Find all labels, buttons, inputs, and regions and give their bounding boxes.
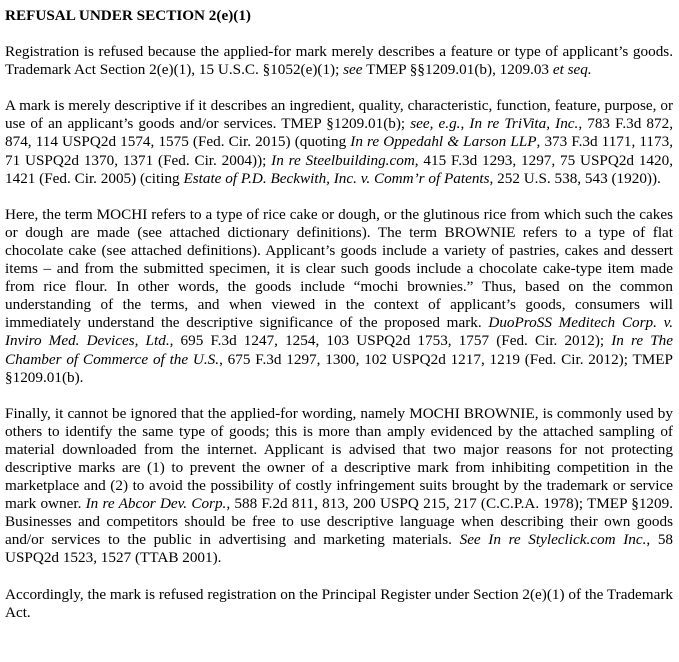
document-page [5, 7, 673, 622]
citation-text: DuoProSS Meditech Corp. v. Inviro Med. Devices, Ltd. [5, 314, 673, 350]
body-text: , 695 F.3d 1247, 1254, 103 USPQ2d 1753, 1757 (Fed. Cir. 2012); [169, 332, 612, 350]
body-text: , [460, 115, 470, 133]
paragraph-common-use [5, 405, 673, 568]
body-text: , 675 F.3d 1297, 1300, 102 USPQ2d 1217, 1219 (Fed. Cir. 2012); TMEP §1209.01(b). [5, 350, 673, 386]
body-text: Accordingly, the mark is refused registration on the Principal Register under Section 2(e)(1) of the Trademark Act. [5, 585, 673, 621]
citation-text: See In re Styleclick.com Inc. [459, 531, 647, 549]
body-text: Registration is refused because the applied-for mark merely describes a feature or type of applicant’s goods. Trademark Act Section 2(e)(1), 15 U.S.C. §1052(e)(1); [5, 43, 673, 79]
body-text: TMEP §§1209.01(b), 1209.03 [362, 61, 553, 79]
citation-text: Estate of P.D. Beckwith, Inc. v. Comm’r of Patents [183, 169, 490, 187]
section-heading: REFUSAL UNDER SECTION 2(e)(1) [5, 7, 251, 24]
paragraph-conclusion [5, 586, 673, 622]
paragraph-analysis [5, 206, 673, 387]
paragraph-refusal-basis [5, 43, 673, 79]
citation-text: see, e.g. [410, 115, 461, 133]
citation-text: see [343, 61, 363, 79]
body-text: , 588 F.2d 811, 813, 200 USPQ 215, 217 (C.C.P.A. 1978); TMEP §1209. Businesses and competitors should be free to use descriptive language when describing their own goods and/or services to the public in advertising and marketing materials. [5, 495, 673, 549]
body-text: , 783 F.3d 872, 874, 114 USPQ2d 1574, 1575 (Fed. Cir. 2015) (quoting [5, 115, 674, 151]
body-text: Finally, it cannot be ignored that the applied-for wording, namely MOCHI BROWNIE, is commonly used by others to identify the same type of goods; this is more than amply evidenced by the attached sampling of material downloaded from the internet. Applicant is advised that two major reasons for not protecting descriptive marks are (1) to prevent the owner of a descriptive mark from inhibiting competition in the marketplace and (2) to avoid the possibility of costly infringement suits brought by the trademark or service mark owner. [5, 404, 673, 513]
paragraph-descriptiveness-standard [5, 97, 673, 187]
body-text: , 58 USPQ2d 1523, 1527 (TTAB 2001). [5, 531, 674, 567]
paragraph-container [5, 43, 673, 622]
citation-text: In re Steelbuilding.com [271, 151, 415, 169]
body-text: , 373 F.3d 1171, 1173, 71 USPQ2d 1370, 1371 (Fed. Cir. 2004)); [5, 133, 673, 169]
body-text: A mark is merely descriptive if it describes an ingredient, quality, characteristic, function, feature, purpose, or use of an applicant’s goods and/or services. TMEP §1209.01(b); [5, 97, 673, 133]
citation-text: In re TriVita, Inc. [469, 115, 579, 133]
citation-text: et seq. [552, 61, 592, 79]
citation-text: In re The Chamber of Commerce of the U.S. [5, 332, 673, 368]
citation-text: In re Abcor Dev. Corp. [85, 495, 227, 513]
body-text: , 252 U.S. 538, 543 (1920)). [489, 169, 661, 187]
body-text: , 415 F.3d 1293, 1297, 75 USPQ2d 1420, 1421 (Fed. Cir. 2005) (citing [5, 151, 673, 187]
citation-text: In re Oppedahl & Larson LLP [350, 133, 537, 151]
body-text: Here, the term MOCHI refers to a type of rice cake or dough, or the glutinous rice from which such the cakes or dough are made (see attached dictionary definitions). The term BROWNIE refers to a type of flat chocolate cake (see attached definitions). Applicant’s goods include a variety of pastries, cakes and dessert items – and from the submitted specimen, it is clear such goods include a chocolate cake-type item made from rice flour. In other words, the goods include “mochi brownies.” Thus, based on the common understanding of the terms, and when viewed in the context of applicant’s goods, consumers will immediately understand the descriptive significance of the proposed mark. [5, 205, 673, 332]
